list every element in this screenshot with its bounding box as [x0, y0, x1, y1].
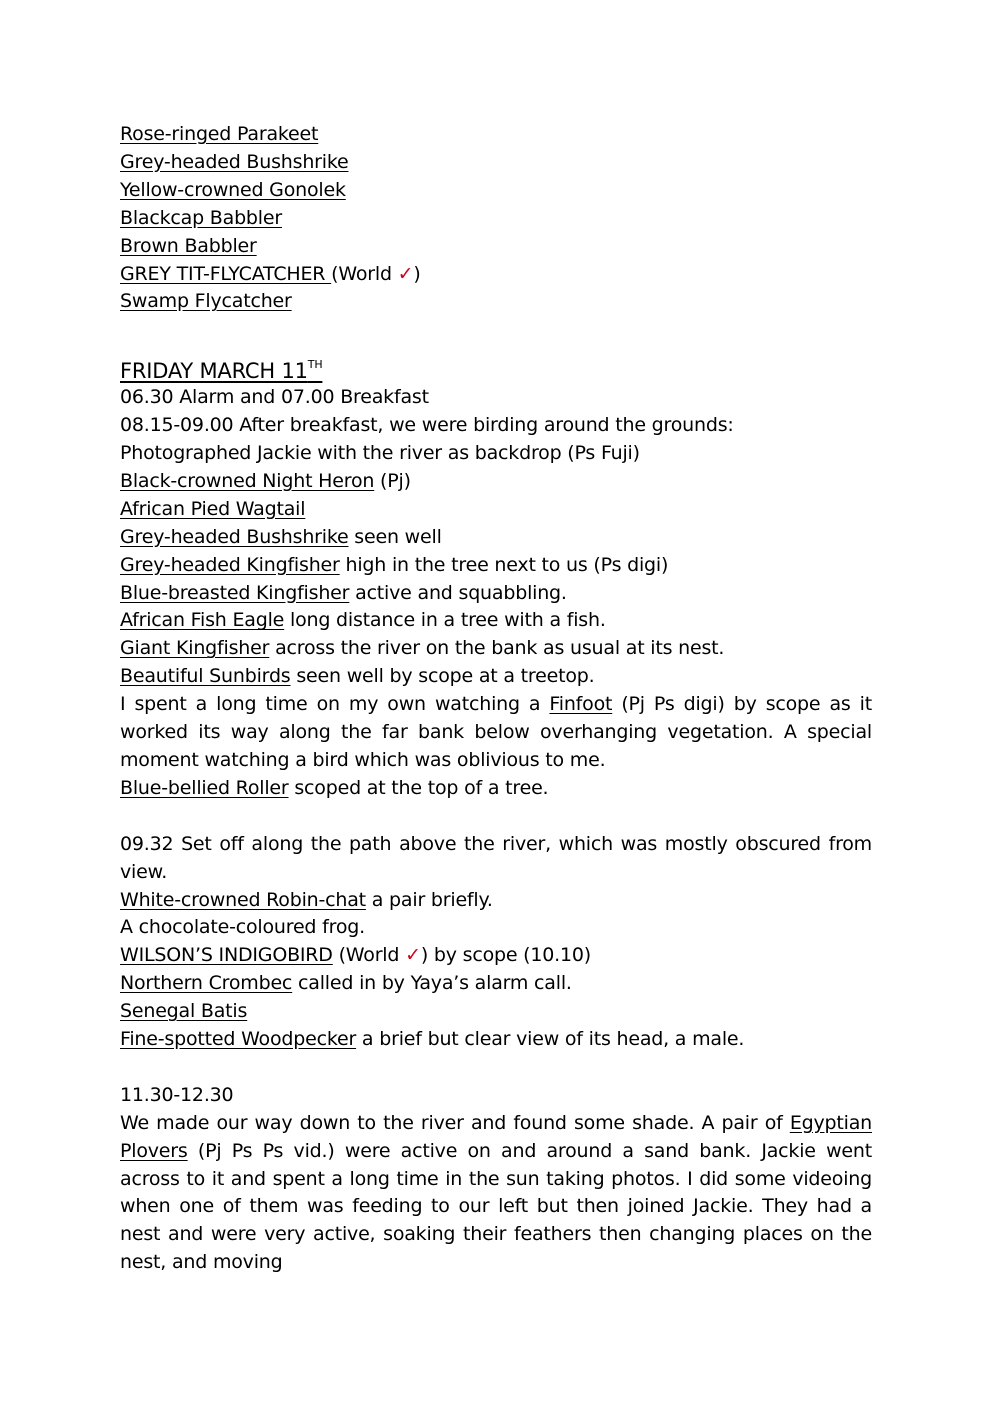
world-note: (World	[331, 262, 398, 285]
bird-name: Egyptian Plovers	[120, 1111, 872, 1162]
bird-name: Blackcap Babbler	[120, 206, 282, 229]
bird-note: seen well	[348, 525, 442, 548]
list-item	[120, 261, 872, 289]
bird-note: a pair briefly.	[365, 888, 493, 911]
list-item	[120, 998, 872, 1026]
bird-name: Giant Kingfisher	[120, 637, 270, 660]
list-item	[120, 149, 872, 177]
list-item	[120, 942, 872, 970]
list-item	[120, 607, 872, 635]
heading-date: FRIDAY MARCH 11	[120, 359, 308, 384]
list-item	[120, 524, 872, 552]
heading-text	[120, 359, 322, 383]
bird-name: White-crowned Robin-chat	[120, 888, 366, 911]
list-item	[120, 121, 872, 149]
bird-note: high in the tree next to us (Ps digi)	[339, 553, 669, 576]
world-note-close: ) by scope (10.10)	[420, 944, 592, 967]
heading-suffix: TH	[307, 358, 323, 372]
para-text: (Pj Ps digi) by scope as it worked its way along the far bank below overhanging vegetation. A special moment watching a bird which was oblivious to me.	[120, 693, 872, 772]
bird-name: Brown Babbler	[120, 234, 257, 257]
day-heading	[120, 344, 872, 384]
bird-name: African Fish Eagle	[120, 609, 285, 632]
spacer	[120, 803, 872, 831]
bird-name: GREY TIT-FLYCATCHER	[120, 262, 332, 285]
paragraph	[120, 1110, 872, 1277]
bird-name: Fine-spotted Woodpecker	[120, 1028, 357, 1051]
bird-note: seen well by scope at a treetop.	[290, 665, 595, 688]
list-item	[120, 970, 872, 998]
paragraph	[120, 691, 872, 775]
bird-name: Swamp Flycatcher	[120, 290, 292, 313]
list-item	[120, 233, 872, 261]
list-item	[120, 496, 872, 524]
list-item	[120, 177, 872, 205]
bird-note: active and squabbling.	[349, 581, 567, 604]
world-note: (World	[332, 944, 406, 967]
document-page	[120, 121, 872, 1277]
bird-name: Blue-bellied Roller	[120, 776, 289, 799]
bird-note: scoped at the top of a tree.	[288, 776, 549, 799]
check-mark-icon: ✓	[405, 944, 421, 967]
spacer	[120, 1054, 872, 1082]
bird-name: Finfoot	[549, 693, 613, 716]
bird-note: called in by Yaya’s alarm call.	[292, 972, 572, 995]
text-line: A chocolate-coloured frog.	[120, 916, 365, 939]
paragraph: 09.32 Set off along the path above the river, which was mostly obscured from view.	[120, 832, 872, 883]
bird-name: Grey-headed Kingfisher	[120, 553, 340, 576]
bird-name: Grey-headed Bushshrike	[120, 525, 349, 548]
text-line: Photographed Jackie with the river as backdrop (Ps Fuji)	[120, 442, 640, 465]
para-text: (Pj Ps Ps vid.) were active on and around a sand bank. Jackie went across to it and spent a long time in the sun taking photos. I did some videoing when one of them was feeding to our left but then joined Jackie. They had a nest and were very active, soaking their feathers then changing places on the nest, and moving	[120, 1139, 872, 1274]
list-item	[120, 635, 872, 663]
bird-name: Beautiful Sunbirds	[120, 665, 291, 688]
text-line: 08.15-09.00 After breakfast, we were birding around the grounds:	[120, 414, 734, 437]
bird-name: WILSON’S INDIGOBIRD	[120, 944, 333, 967]
bird-name: Senegal Batis	[120, 1000, 248, 1023]
list-item	[120, 205, 872, 233]
text-line: 06.30 Alarm and 07.00 Breakfast	[120, 386, 429, 409]
list-item	[120, 775, 872, 803]
bird-name: African Pied Wagtail	[120, 497, 306, 520]
list-item	[120, 887, 872, 915]
list-item	[120, 663, 872, 691]
world-note-close: )	[413, 262, 421, 285]
check-mark-icon: ✓	[397, 262, 414, 285]
para-text: We made our way down to the river and found some shade. A pair of	[120, 1111, 790, 1134]
bird-name: Yellow-crowned Gonolek	[120, 178, 346, 201]
time-line: 11.30-12.30	[120, 1083, 234, 1106]
bird-note: (Pj)	[374, 469, 411, 492]
bird-note: across the river on the bank as usual at its nest.	[269, 637, 725, 660]
list-item	[120, 288, 872, 316]
bird-name: Rose-ringed Parakeet	[120, 123, 319, 145]
list-item	[120, 1026, 872, 1054]
bird-name: Northern Crombec	[120, 972, 293, 995]
list-item	[120, 580, 872, 608]
bird-name: Grey-headed Bushshrike	[120, 150, 349, 173]
para-text: I spent a long time on my own watching a	[120, 693, 550, 716]
bird-name: Blue-breasted Kingfisher	[120, 581, 350, 604]
spacer	[120, 316, 872, 344]
list-item	[120, 552, 872, 580]
bird-note: long distance in a tree with a fish.	[284, 609, 606, 632]
bird-name: Black-crowned Night Heron	[120, 469, 375, 492]
bird-note: a brief but clear view of its head, a male.	[356, 1028, 745, 1051]
list-item	[120, 468, 872, 496]
